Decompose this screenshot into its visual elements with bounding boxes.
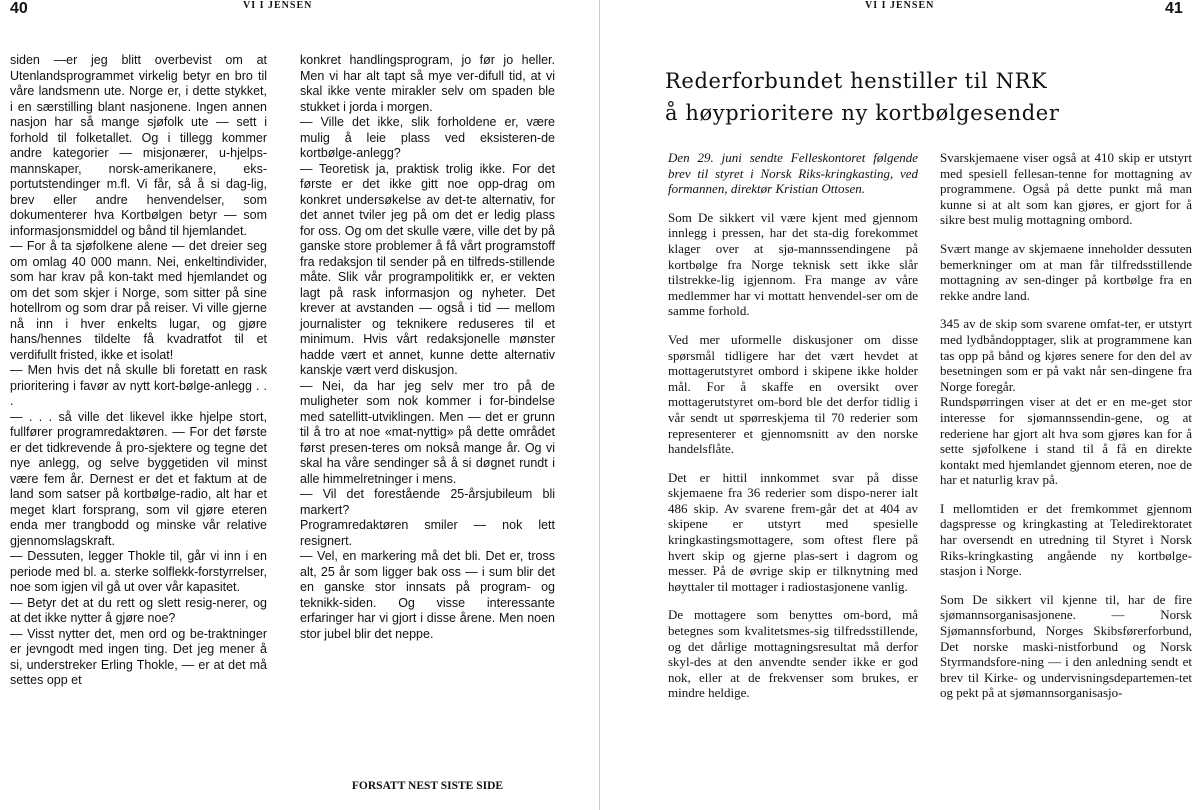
left-col2-paragraph: — Nei, da har jeg selv mer tro på de muligheter som nok kommer i for-bindelse med satellitt-utviklingen. Men — det er grunn til å tro at noe «mat-nyttig» på dette området først presen-teres om nokså mange år. Og vi skal ha våre sendinger så å si døgnet rundt i alle himmelretninger i mens.	[300, 378, 555, 486]
right-page-column-2	[940, 150, 1192, 714]
left-col1-paragraph: — Men hvis det nå skulle bli foretatt en rask prioritering i favør av nytt kort-bølge-anlegg . . .	[10, 363, 267, 408]
left-running-head: VI I JENSEN	[243, 0, 313, 11]
right-running-head: VI I JENSEN	[865, 0, 935, 11]
left-page-number: 40	[10, 0, 28, 17]
article-intro: Den 29. juni sendte Felleskontoret følgende brev til styret i Norsk Riks-kringkasting, ved formannen, direktør Kristian Ottosen.	[668, 150, 918, 197]
right-page-number: 41	[1165, 0, 1183, 17]
continued-footer: FORSATT NEST SISTE SIDE	[351, 780, 504, 792]
article-headline: Rederforbundet henstiller til NRK å høyprioritere ny kortbølgesender	[665, 69, 1060, 125]
left-page-column-2	[300, 53, 555, 642]
right-col1-paragraph: Det er hittil innkommet svar på disse skjemaene fra 36 rederier som dispo-nerer ialt 486 skip. Av svarene frem-går det at 404 av skipene er utstyrt med spesielle kringkastingsmottagere, som oftest flere på hvert skip og gjerne plas-sert i dagrom og messer. På de øvrige skip er tilknytning med høyttaler til mottager i radiostasjonene vanlig.	[668, 469, 918, 594]
left-col2-paragraph: konkret handlingsprogram, jo før jo heller. Men vi har alt tapt så mye ver-difull tid, at vi skal ikke vente mirakler selv om spaden ble stukket i jorda i morgen.	[300, 53, 555, 114]
right-col2-paragraph: Som De sikkert vil kjenne til, har de fire sjømannsorganisasjonene. — Norsk Sjømannsforbund, Norges Skibsførerforbund, Det norske maski-nistforbund og Norsk Styrmandsfore-ning — i den anledning sendt et brev til Kirke- og undervisningsdepartemen-tet og pekt på at sjømannsorganisasjo-	[940, 591, 1192, 701]
left-col2-paragraph: — Teoretisk ja, praktisk trolig ikke. For det første er det ikke gitt noe opp-drag om konkret undersøkelse av det-te alternativ, for det annet tviler jeg på om det er ledig plass for oss. Og om det skulle være, ville det by på ganske store problemer å få vårt programstoff fra redaksjon til sender på en tilfreds-stillende måte. Slik vår programpolitikk er, er vekten lagt på rask informasjon og nyheter. Det krever at avstanden — også i tid — mellom journalister og teknikere reduseres til et minimum. Hvis vårt redaksjonelle mønster hadde vært et annet, kunne dette alternativ kanskje vært verd diskusjon.	[300, 161, 555, 377]
right-col2-paragraph: Rundspørringen viser at det er en me-get stor interesse for sjømannssendin-gene, og at rederiene har gjort alt hva som gjøres kan for å sette sjøfolkene i stand til å få en direkte kontakt med hjemlandet gjennom eteren, noe de har et naturlig krav på.	[940, 394, 1192, 488]
left-col1-paragraph: — Betyr det at du rett og slett resig-nerer, og at det ikke nytter å gjøre noe?	[10, 595, 267, 625]
left-col1-paragraph: — For å ta sjøfolkene alene — det dreier seg om omlag 40 000 mann. Nei, enkeltindivider, som har krav på kon-takt med hjemlandet og om det som skjer i Norge, som sitter på sine hotellrom og som drar på reiser. Vi ville gjerne nå inn i hver enkelts lugar, og gjøre hans/hennes tildelte få kvadratfot til et verdifullt fristed, ikke et isolat!	[10, 239, 267, 362]
right-col2-paragraph: Svært mange av skjemaene inneholder dessuten bemerkninger om at man får tilfredsstillende mottagning av sen-dinger på kortbølge fra en rekke andre land.	[940, 240, 1192, 303]
right-col1-paragraph: Ved mer uformelle diskusjoner om disse spørsmål tidligere har det vært hevdet at mottagerutstyret ombord i skipene ikke holder mål. For å skaffe en oversikt over mottagerutstyret om-bord ble det derfor tidlig i vår sendt ut spørreskjema til 70 rederier som representerer et gjennomsnitt av den norske handelsflåte.	[668, 331, 918, 457]
left-col1-paragraph: — Dessuten, legger Thokle til, går vi inn i en periode med bl. a. sterke solflekk-forstyrrelser, noe som igjen vil gå ut over vår kapasitet.	[10, 549, 267, 594]
left-col1-paragraph: siden —er jeg blitt overbevist om at Utenlandsprogrammet virkelig betyr en bro til våre landsmenn ute. Norge er, i dette stykket, i en særstilling blant nasjonene. Ingen annen nasjon har så mange sjøfolk ute — sett i forhold til folketallet. Og i tillegg kommer andre kategorier — misjonærer, u-hjelps-mannskaper, norsk-amerikanere, eks-portutstendinger m.fl. Vi får, så å si dag-lig, brev eller andre henvendelser, som dokumenterer hva Kortbølgen betyr — som informasjonsmiddel og bånd til hjemlandet.	[10, 53, 267, 238]
left-col2-paragraph: Programredaktøren smiler — nok lett resignert.	[300, 518, 555, 548]
right-page-column-1	[668, 150, 918, 714]
right-col2-paragraph: Svarskjemaene viser også at 410 skip er utstyrt med spesiell fellesan-tenne for mottagning av programmene. Også på dette punkt må man kunne si at alt som kan gjøres, er gjort for å sikre best mulig mottagning ombord.	[940, 150, 1192, 228]
left-col1-paragraph: — . . . så ville det likevel ikke hjelpe stort, fullfører programredaktøren. — For det første er det tidkrevende å pro-sjektere og tegne det nye anlegg, og selve byggetiden vil minst være fem år. Dernest er det et faktum at de land som satser på kortbølge-radio, alt har et meget klart forsprang, som vil gjøre eteren enda mer trangbodd og minske vår relative gjennomslagskraft.	[10, 409, 267, 548]
left-page-column-1	[10, 53, 267, 689]
left-col2-paragraph: — Vel, en markering må det bli. Det er, tross alt, 25 år som ligger bak oss — i sum blir det en ganske stor innsats på program- og teknikk-siden. Og visse interessante erfaringer har vi gjort i disse årene. Men noen stor jubel blir det neppe.	[300, 549, 555, 641]
left-col1-paragraph: — Visst nytter det, men ord og be-traktninger er jevngodt med ingen ting. Det jeg mener å si, understreker Erling Thokle, — er at det må settes opp et	[10, 626, 267, 687]
right-col2-paragraph: 345 av de skip som svarene omfat-ter, er utstyrt med lydbåndopptager, slik at programmene kan tas opp på bånd og kjøres senere for den del av besetningen som er på vakt når sen-dingene fra Norge foregår.	[940, 316, 1192, 394]
page-fold	[599, 0, 600, 810]
right-col2-paragraph: I mellomtiden er det fremkommet gjennom dagspresse og kringkasting at Teledirektoratet har oversendt en utredning til Styret i Norsk Riks-kringkasting angående ny kortbølge-stasjon i Norge.	[940, 500, 1192, 579]
right-col1-paragraph: De mottagere som benyttes om-bord, må betegnes som kvalitetsmes-sig tilfredsstillende, og det dårlige mottagningsresultat må derfor skyl-des at den anvendte sender ikke er god nok, eller at de frekvenser som brukes, er mindre heldige.	[668, 607, 918, 701]
left-col2-paragraph: — Vil det forestående 25-årsjubileum bli markert?	[300, 487, 555, 517]
left-col2-paragraph: — Ville det ikke, slik forholdene er, være mulig å leie plass ved eksisteren-de kortbølge-anlegg?	[300, 115, 555, 160]
right-col1-paragraph: Som De sikkert vil være kjent med gjennom innlegg i pressen, har det sta-dig forekommet klager over at sjø-mannssendingene på kortbølge fra Norge teknisk sett ikke slår tilstrekke-lig igjennom. Fra mange av våre medlemmer har vi mottatt henvendel-ser om de samme forhold.	[668, 209, 918, 319]
